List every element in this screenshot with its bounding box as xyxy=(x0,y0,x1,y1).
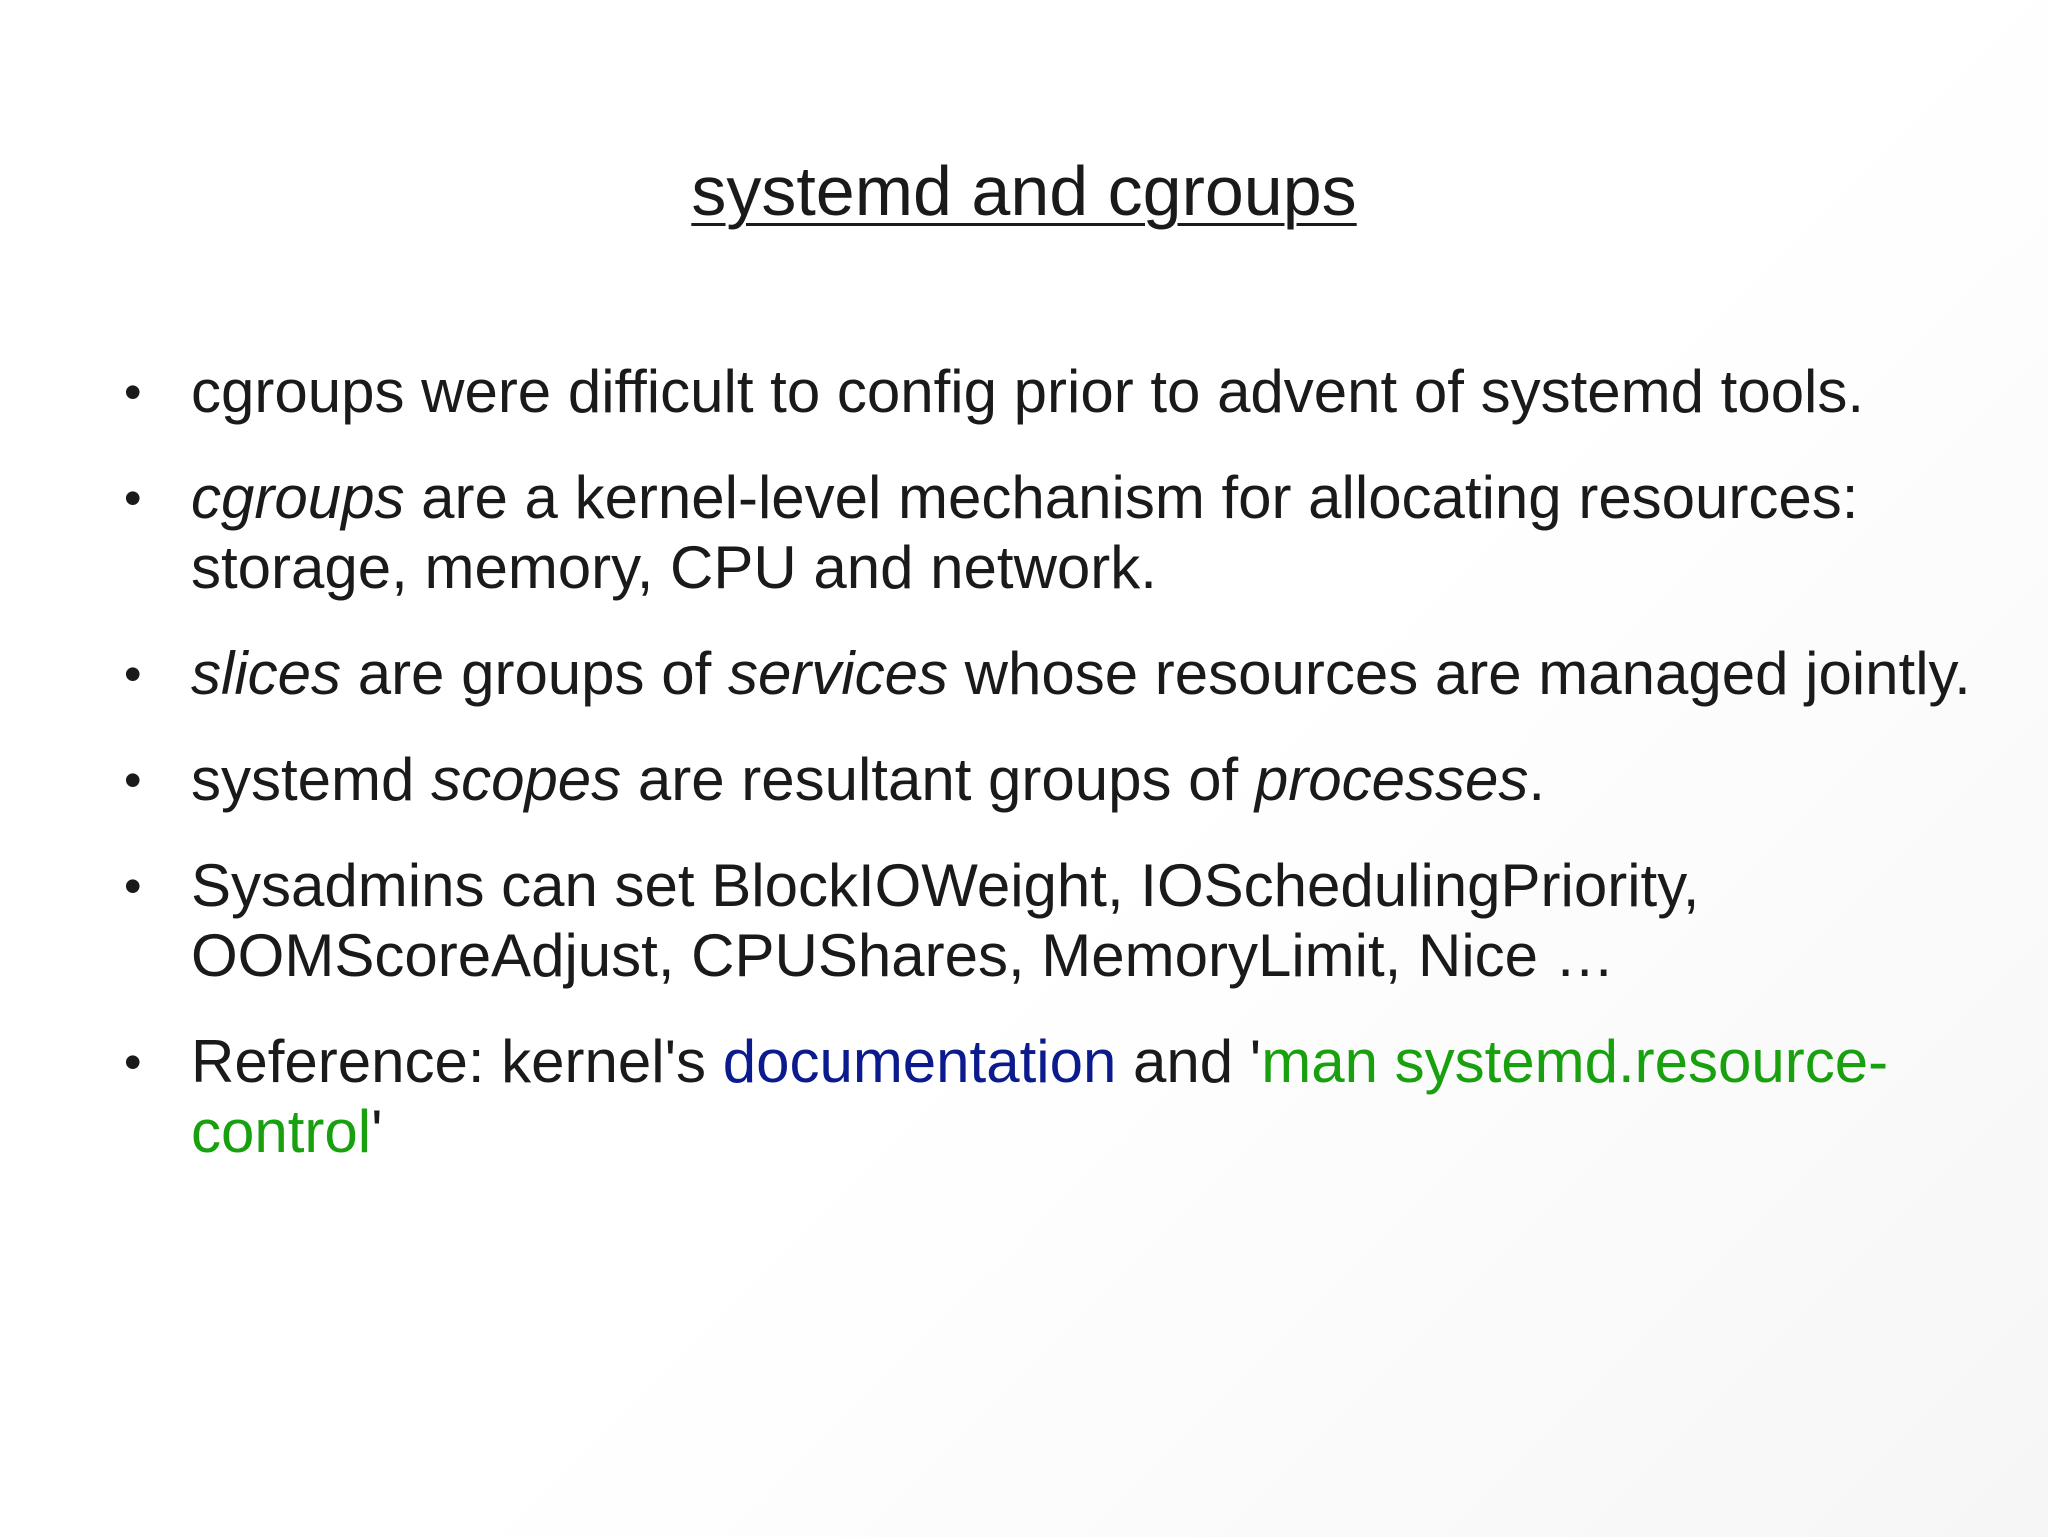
documentation-link[interactable]: documentation xyxy=(722,1028,1117,1095)
bullet-text: Reference: kernel's xyxy=(191,1028,723,1095)
term-scopes: scopes xyxy=(431,746,622,813)
bullet-icon: • xyxy=(124,1034,142,1090)
term-services: services xyxy=(727,640,948,707)
term-slices: slices xyxy=(191,640,342,707)
bullet-icon: • xyxy=(124,364,142,420)
bullet-icon: • xyxy=(124,646,142,702)
bullet-list xyxy=(120,357,2000,1203)
bullet-text: are resultant groups of xyxy=(621,746,1255,813)
man-page-link[interactable]: man systemd.resource-control xyxy=(191,1028,1889,1165)
bullet-text: systemd xyxy=(191,746,432,813)
bullet-item-reference xyxy=(120,1027,2000,1167)
term-cgroups: cgroups xyxy=(191,464,405,531)
bullet-text: are groups of xyxy=(341,640,728,707)
bullet-item-sysadmin-settings xyxy=(120,851,2000,991)
bullet-text: are a kernel-level mechanism for allocating resources: storage, memory, CPU and network. xyxy=(191,464,1859,601)
bullet-item-scopes xyxy=(120,745,2000,815)
bullet-text: Sysadmins can set BlockIOWeight, IOSchedulingPriority, OOMScoreAdjust, CPUShares, MemoryLimit, Nice … xyxy=(191,852,1700,989)
bullet-text: ' xyxy=(371,1098,383,1165)
bullet-item-cgroups-difficulty xyxy=(120,357,2000,427)
bullet-icon: • xyxy=(124,858,142,914)
bullet-text: and ' xyxy=(1116,1028,1262,1095)
bullet-item-slices xyxy=(120,639,2000,709)
bullet-text: . xyxy=(1528,746,1546,813)
bullet-item-cgroups-definition xyxy=(120,463,2000,603)
slide-title: systemd and cgroups xyxy=(691,152,1357,230)
bullet-icon: • xyxy=(124,470,142,526)
bullet-text: whose resources are managed jointly. xyxy=(948,640,1971,707)
bullet-text: cgroups were difficult to config prior to advent of systemd tools. xyxy=(191,358,1865,425)
bullet-icon: • xyxy=(124,752,142,808)
term-processes: processes xyxy=(1254,746,1529,813)
